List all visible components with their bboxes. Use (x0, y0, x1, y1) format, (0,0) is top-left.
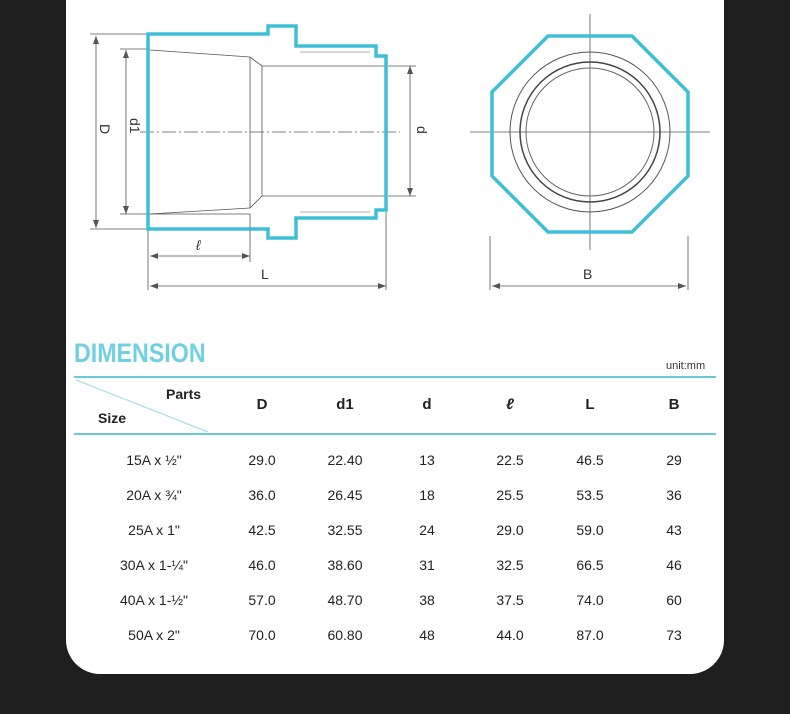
column-header: L (585, 396, 595, 413)
size-cell: 20A x ¾" (126, 487, 182, 503)
value-cell: 18 (419, 487, 435, 503)
column-header: B (668, 396, 680, 413)
size-cell: 15A x ½" (126, 452, 182, 468)
value-cell: 59.0 (576, 522, 604, 538)
value-cell: 46.0 (248, 557, 276, 573)
technical-drawing (66, 0, 724, 300)
value-cell: 32.5 (496, 557, 524, 573)
value-cell: 36.0 (248, 487, 276, 503)
unit-label: unit:mm (666, 360, 706, 372)
value-cell: 22.5 (496, 452, 524, 468)
section-title: DIMENSION (74, 338, 206, 368)
value-cell: 44.0 (496, 627, 524, 643)
header-size: Size (98, 410, 127, 426)
label-ell: ℓ (196, 237, 201, 253)
column-header: d (422, 396, 432, 413)
value-cell: 60.80 (327, 627, 363, 643)
value-cell: 25.5 (496, 487, 524, 503)
size-cell: 25A x 1" (128, 522, 180, 538)
column-header: D (256, 396, 268, 413)
value-cell: 70.0 (248, 627, 276, 643)
label-d: d (414, 126, 430, 134)
table-row (0, 592, 790, 612)
value-cell: 48 (419, 627, 435, 643)
label-L: L (261, 266, 269, 282)
column-header: d1 (336, 396, 354, 413)
table-row (0, 487, 790, 507)
value-cell: 22.40 (327, 452, 363, 468)
label-D: D (97, 124, 113, 135)
value-cell: 87.0 (576, 627, 604, 643)
value-cell: 38.60 (327, 557, 363, 573)
table-header-rule (74, 433, 716, 435)
value-cell: 73 (666, 627, 682, 643)
size-cell: 40A x 1-½" (119, 592, 188, 608)
value-cell: 36 (666, 487, 682, 503)
value-cell: 46.5 (576, 452, 604, 468)
value-cell: 43 (666, 522, 682, 538)
value-cell: 38 (419, 592, 435, 608)
size-cell: 30A x 1-¼" (119, 557, 188, 573)
value-cell: 29.0 (248, 452, 276, 468)
header-parts: Parts (166, 386, 202, 402)
value-cell: 32.55 (327, 522, 363, 538)
value-cell: 60 (666, 592, 682, 608)
value-cell: 26.45 (327, 487, 363, 503)
table-row (0, 627, 790, 647)
table-row (0, 522, 790, 542)
label-B: B (583, 266, 593, 282)
value-cell: 42.5 (248, 522, 276, 538)
table-row (0, 557, 790, 577)
value-cell: 48.70 (327, 592, 363, 608)
column-header: ℓ (506, 396, 514, 413)
label-d1: d1 (127, 118, 143, 134)
value-cell: 66.5 (576, 557, 604, 573)
value-cell: 74.0 (576, 592, 604, 608)
table-row (0, 452, 790, 472)
value-cell: 29.0 (496, 522, 524, 538)
value-cell: 24 (419, 522, 435, 538)
value-cell: 57.0 (248, 592, 276, 608)
value-cell: 31 (419, 557, 435, 573)
value-cell: 13 (419, 452, 435, 468)
value-cell: 37.5 (496, 592, 524, 608)
value-cell: 46 (666, 557, 682, 573)
size-cell: 50A x 2" (128, 627, 180, 643)
value-cell: 53.5 (576, 487, 604, 503)
value-cell: 29 (666, 452, 682, 468)
